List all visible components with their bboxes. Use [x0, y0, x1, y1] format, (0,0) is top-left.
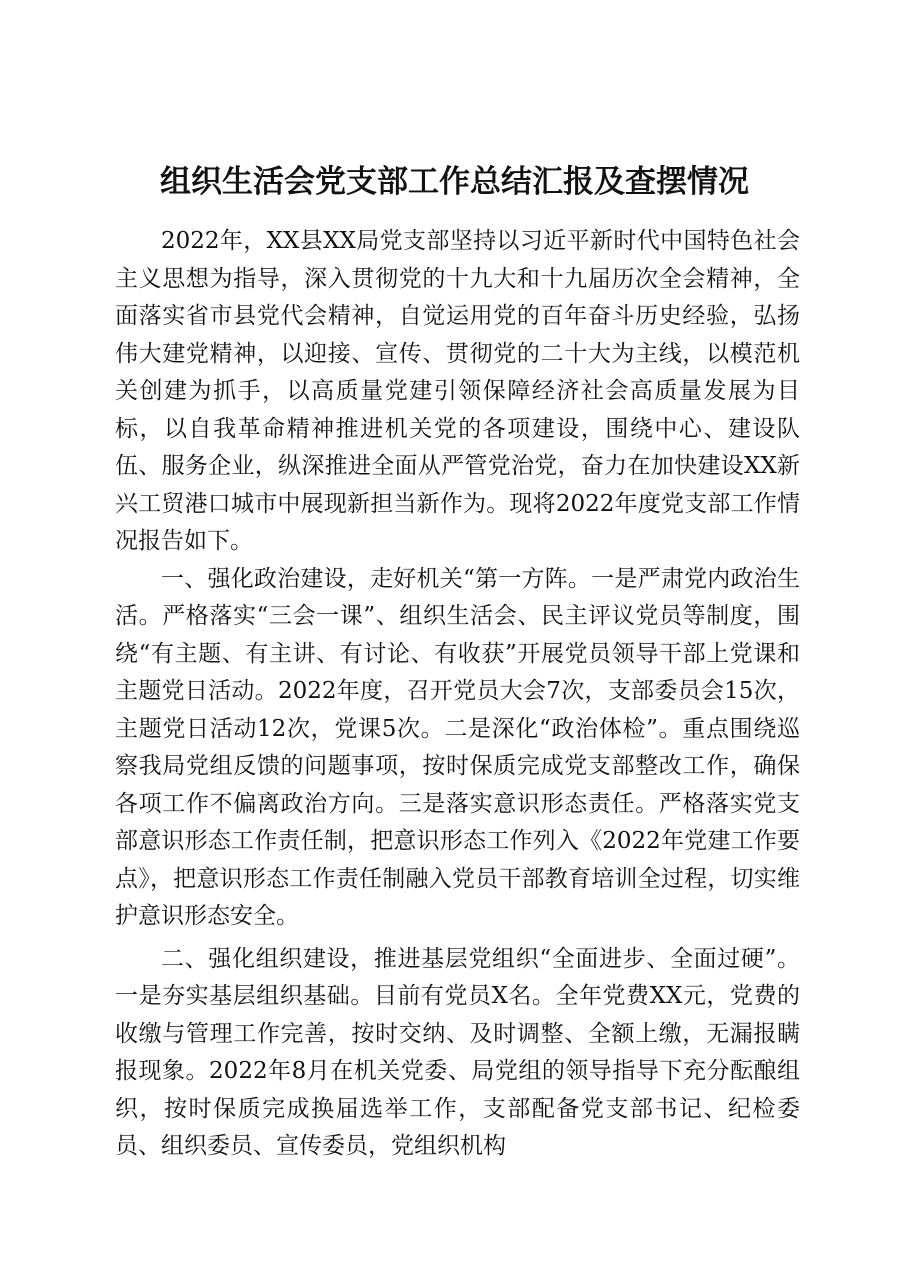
paragraph-political-building: 一、强化政治建设，走好机关“第一方阵。一是严肃党内政治生活。严格落实“三会一课”、组织生活会、民主评议党员等制度，围绕“有主题、有主讲、有讨论、有收获”开展党员领导干部上党课和主题党日活动。2022年度，召开党员大会7次，支部委员会15次，主题党日活动12次，党课5次。二是深化“政治体检”。重点围绕巡察我局党组反馈的问题事项，按时保质完成党支部整改工作，确保各项工作不偏离政治方向。三是落实意识形态责任。严格落实党支部意识形态工作责任制，把意识形态工作列入《2022年党建工作要点》，把意识形态工作责任制融入党员干部教育培训全过程，切实维护意识形态安全。	[115, 565, 800, 929]
document-body	[115, 223, 800, 1166]
paragraph-intro: 2022年，XX县XX局党支部坚持以习近平新时代中国特色社会主义思想为指导，深入贯彻党的十九大和十九届历次全会精神，全面落实省市县党代会精神，自觉运用党的百年奋斗历史经验，弘扬伟大建党精神，以迎接、宣传、贯彻党的二十大为主线，以模范机关创建为抓手，以高质量党建引领保障经济社会高质量发展为目标，以自我革命精神推进机关党的各项建设，围绕中心、建设队伍、服务企业，纵深推进全面从严管党治党，奋力在加快建设XX新兴工贸港口城市中展现新担当新作为。现将2022年度党支部工作情况报告如下。	[115, 228, 800, 554]
document-title: 组织生活会党支部工作总结汇报及查摆情况	[160, 164, 749, 200]
paragraph-organization-building: 二、强化组织建设，推进基层党组织“全面进步、全面过硬”。一是夯实基层组织基础。目前有党员X名。全年党费XX元，党费的收缴与管理工作完善，按时交纳、及时调整、全额上缴，无漏报瞒报现象。2022年8月在机关党委、局党组的领导指导下充分酝酿组织，按时保质完成换届选举工作，支部配备党支部书记、纪检委员、组织委员、宣传委员，党组织机构	[115, 945, 800, 1159]
